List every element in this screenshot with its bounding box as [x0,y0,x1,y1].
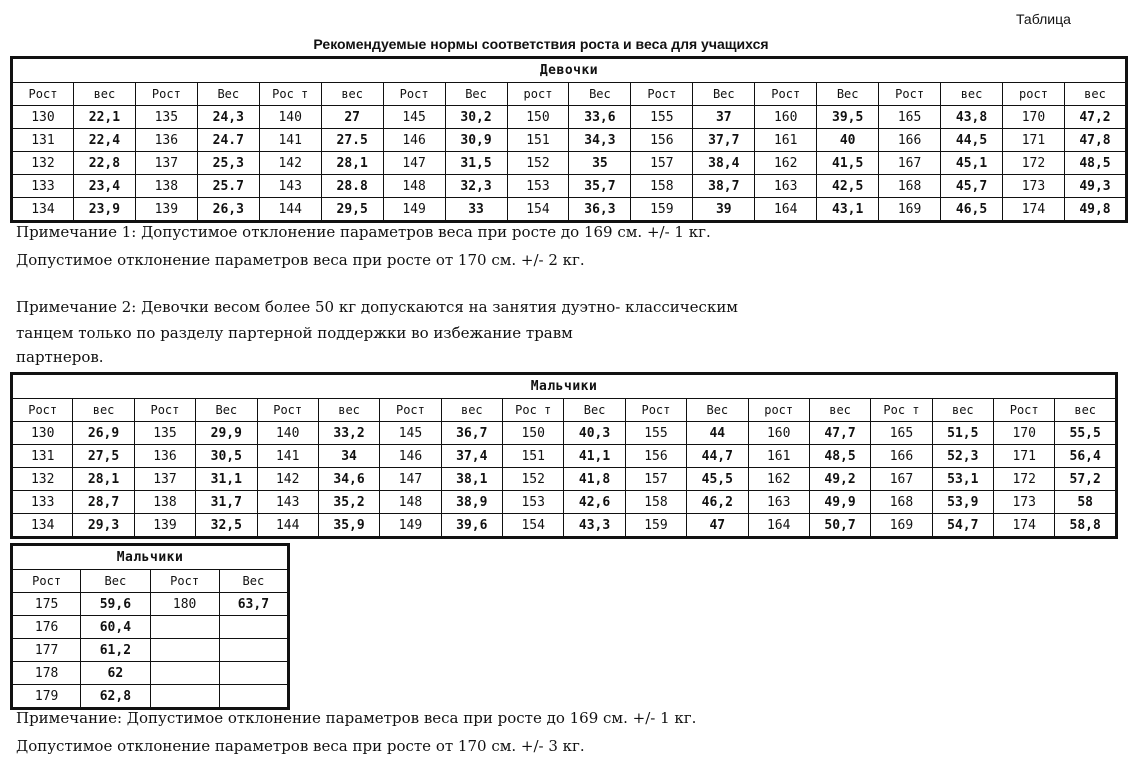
height-cell: 171 [994,445,1055,468]
weight-cell: 34,6 [318,468,379,491]
height-cell [150,616,219,639]
weight-cell: 33,6 [569,106,631,129]
height-cell: 140 [257,422,318,445]
height-cell: 138 [135,175,197,198]
height-cell: 144 [259,198,321,222]
weight-cell: 47,8 [1064,129,1126,152]
height-cell: 162 [755,152,817,175]
column-header: Вес [687,399,748,422]
weight-cell: 24,3 [197,106,259,129]
column-header: Вес [693,83,755,106]
height-cell: 158 [631,175,693,198]
table-caption: Мальчики [12,374,1117,399]
height-cell: 172 [1003,152,1065,175]
column-header: рост [748,399,809,422]
column-header: Вес [196,399,257,422]
column-header: Вес [569,83,631,106]
height-cell: 170 [1003,106,1065,129]
column-header: Рост [879,83,941,106]
height-cell: 145 [383,106,445,129]
height-cell: 173 [994,491,1055,514]
weight-cell: 48,5 [1064,152,1126,175]
height-cell: 159 [631,198,693,222]
height-cell [150,639,219,662]
table-row [12,468,1117,491]
weight-cell: 28.8 [321,175,383,198]
height-cell: 148 [383,175,445,198]
height-cell: 166 [871,445,932,468]
height-cell: 165 [879,106,941,129]
weight-cell: 34,3 [569,129,631,152]
weight-cell: 43,3 [564,514,625,538]
height-cell: 164 [748,514,809,538]
weight-cell: 24.7 [197,129,259,152]
height-cell: 167 [879,152,941,175]
height-cell: 132 [12,152,74,175]
weight-cell: 43,8 [941,106,1003,129]
height-cell: 152 [503,468,564,491]
height-cell: 174 [1003,198,1065,222]
weight-cell: 30,9 [445,129,507,152]
column-header: Вес [817,83,879,106]
weight-cell: 23,4 [73,175,135,198]
boys-note-1b: Допустимое отклонение параметров веса при росте от 170 см. +/- 3 кг. [16,737,585,755]
table-row [12,106,1127,129]
weight-cell: 25.7 [197,175,259,198]
height-cell: 168 [879,175,941,198]
weight-cell: 53,1 [932,468,993,491]
weight-cell: 36,7 [441,422,502,445]
column-header: Рост [135,83,197,106]
weight-cell: 41,1 [564,445,625,468]
height-cell: 171 [1003,129,1065,152]
boys-table [10,372,1118,539]
height-cell: 177 [12,639,81,662]
column-header: рост [1003,83,1065,106]
weight-cell: 22,8 [73,152,135,175]
height-cell: 165 [871,422,932,445]
height-cell: 141 [257,445,318,468]
weight-cell: 27.5 [321,129,383,152]
weight-cell: 37,7 [693,129,755,152]
height-cell: 138 [134,491,195,514]
column-header: Вес [219,570,288,593]
height-cell: 142 [257,468,318,491]
weight-cell: 52,3 [932,445,993,468]
height-cell: 131 [12,129,74,152]
height-cell: 175 [12,593,81,616]
column-header: Рост [257,399,318,422]
column-header: вес [809,399,870,422]
height-cell: 137 [134,468,195,491]
height-cell: 157 [631,152,693,175]
column-header: Вес [564,399,625,422]
table-row [12,616,289,639]
weight-cell: 62,8 [81,685,150,709]
table-row [12,422,1117,445]
column-header: Рост [12,399,73,422]
height-cell: 168 [871,491,932,514]
weight-cell: 49,9 [809,491,870,514]
weight-cell: 47 [687,514,748,538]
column-header: Рост [383,83,445,106]
header-row [12,570,289,593]
height-cell: 143 [257,491,318,514]
weight-cell: 42,5 [817,175,879,198]
height-cell: 151 [503,445,564,468]
height-cell: 146 [383,129,445,152]
weight-cell: 55,5 [1055,422,1117,445]
height-cell: 162 [748,468,809,491]
weight-cell: 47,7 [809,422,870,445]
weight-cell: 40 [817,129,879,152]
column-header: Рост [631,83,693,106]
weight-cell: 60,4 [81,616,150,639]
column-header: Рос т [503,399,564,422]
height-cell: 144 [257,514,318,538]
weight-cell: 35,7 [569,175,631,198]
weight-cell: 34 [318,445,379,468]
weight-cell: 39,6 [441,514,502,538]
column-header: вес [1055,399,1117,422]
height-cell: 150 [507,106,569,129]
weight-cell: 38,1 [441,468,502,491]
weight-cell: 35,9 [318,514,379,538]
height-cell: 161 [748,445,809,468]
weight-cell: 28,7 [73,491,134,514]
weight-cell: 23,9 [73,198,135,222]
height-cell: 139 [135,198,197,222]
weight-cell: 37 [693,106,755,129]
height-cell: 154 [507,198,569,222]
girls-note-1: Примечание 1: Допустимое отклонение параметров веса при росте до 169 см. +/- 1 кг. [16,223,711,241]
weight-cell: 32,3 [445,175,507,198]
weight-cell: 59,6 [81,593,150,616]
column-header: Рост [755,83,817,106]
header-row [12,399,1117,422]
height-cell: 163 [748,491,809,514]
weight-cell: 38,9 [441,491,502,514]
height-cell: 148 [380,491,441,514]
height-cell: 169 [879,198,941,222]
weight-cell: 41,5 [817,152,879,175]
weight-cell: 30,2 [445,106,507,129]
height-cell: 130 [12,422,73,445]
weight-cell: 53,9 [932,491,993,514]
height-cell: 149 [383,198,445,222]
header-row [12,83,1127,106]
weight-cell: 29,9 [196,422,257,445]
weight-cell: 22,1 [73,106,135,129]
table-row [12,593,289,616]
height-cell: 141 [259,129,321,152]
height-cell: 131 [12,445,73,468]
weight-cell: 32,5 [196,514,257,538]
column-header: Вес [197,83,259,106]
weight-cell: 56,4 [1055,445,1117,468]
column-header: вес [73,399,134,422]
weight-cell: 38,4 [693,152,755,175]
height-cell: 156 [631,129,693,152]
height-cell: 133 [12,175,74,198]
weight-cell: 46,5 [941,198,1003,222]
column-header: Рост [625,399,686,422]
height-cell: 149 [380,514,441,538]
weight-cell: 35 [569,152,631,175]
weight-cell: 44,5 [941,129,1003,152]
table-row [12,152,1127,175]
weight-cell: 46,2 [687,491,748,514]
height-cell: 133 [12,491,73,514]
table-row [12,445,1117,468]
girls-note-1b: Допустимое отклонение параметров веса при росте от 170 см. +/- 2 кг. [16,251,585,269]
column-header: вес [321,83,383,106]
column-header: вес [1064,83,1126,106]
weight-cell: 29,5 [321,198,383,222]
height-cell: 157 [625,468,686,491]
height-cell: 164 [755,198,817,222]
caption-row [12,545,289,570]
column-header: Рост [12,83,74,106]
caption-row [12,374,1117,399]
table-row [12,685,289,709]
weight-cell: 58,8 [1055,514,1117,538]
weight-cell: 51,5 [932,422,993,445]
girls-note-2c: партнеров. [16,348,104,366]
column-header: вес [941,83,1003,106]
weight-cell: 39,5 [817,106,879,129]
caption-row [12,58,1127,83]
weight-cell: 45,1 [941,152,1003,175]
height-cell [150,685,219,709]
height-cell: 139 [134,514,195,538]
weight-cell: 61,2 [81,639,150,662]
height-cell: 161 [755,129,817,152]
column-header: Рост [994,399,1055,422]
weight-cell: 45,5 [687,468,748,491]
column-header: вес [441,399,502,422]
height-cell: 135 [134,422,195,445]
weight-cell: 31,1 [196,468,257,491]
girls-note-2b: танцем только по разделу партерной поддержки во избежание травм [16,324,573,342]
height-cell: 169 [871,514,932,538]
column-header: вес [318,399,379,422]
height-cell: 155 [631,106,693,129]
weight-cell: 25,3 [197,152,259,175]
weight-cell: 54,7 [932,514,993,538]
height-cell: 136 [134,445,195,468]
weight-cell: 63,7 [219,593,288,616]
table-caption: Девочки [12,58,1127,83]
height-cell: 160 [748,422,809,445]
height-cell: 140 [259,106,321,129]
column-header: Рос т [871,399,932,422]
weight-cell: 48,5 [809,445,870,468]
table-caption: Мальчики [12,545,289,570]
weight-cell: 41,8 [564,468,625,491]
weight-cell: 62 [81,662,150,685]
weight-cell: 31,5 [445,152,507,175]
height-cell: 166 [879,129,941,152]
height-cell: 134 [12,514,73,538]
column-header: вес [932,399,993,422]
weight-cell: 36,3 [569,198,631,222]
height-cell: 160 [755,106,817,129]
height-cell: 173 [1003,175,1065,198]
height-cell: 136 [135,129,197,152]
column-header: Вес [81,570,150,593]
column-header: Рост [12,570,81,593]
weight-cell [219,639,288,662]
height-cell: 134 [12,198,74,222]
table-row [12,491,1117,514]
weight-cell: 33 [445,198,507,222]
weight-cell [219,616,288,639]
height-cell: 172 [994,468,1055,491]
height-cell: 167 [871,468,932,491]
weight-cell: 57,2 [1055,468,1117,491]
weight-cell: 37,4 [441,445,502,468]
table-row [12,198,1127,222]
height-cell: 180 [150,593,219,616]
column-header: Вес [445,83,507,106]
height-cell: 179 [12,685,81,709]
height-cell: 143 [259,175,321,198]
height-cell: 170 [994,422,1055,445]
column-header: Рост [380,399,441,422]
height-cell: 154 [503,514,564,538]
weight-cell: 28,1 [73,468,134,491]
weight-cell: 58 [1055,491,1117,514]
weight-cell: 45,7 [941,175,1003,198]
column-header: Рост [134,399,195,422]
weight-cell: 47,2 [1064,106,1126,129]
height-cell: 152 [507,152,569,175]
weight-cell: 38,7 [693,175,755,198]
weight-cell: 27,5 [73,445,134,468]
height-cell: 135 [135,106,197,129]
height-cell: 153 [503,491,564,514]
weight-cell: 26,9 [73,422,134,445]
weight-cell: 31,7 [196,491,257,514]
column-header: Рос т [259,83,321,106]
weight-cell: 49,8 [1064,198,1126,222]
weight-cell: 44 [687,422,748,445]
weight-cell: 42,6 [564,491,625,514]
weight-cell: 29,3 [73,514,134,538]
height-cell: 156 [625,445,686,468]
boys-note-1: Примечание: Допустимое отклонение параметров веса при росте до 169 см. +/- 1 кг. [16,709,697,727]
height-cell: 147 [383,152,445,175]
weight-cell: 33,2 [318,422,379,445]
table-row [12,175,1127,198]
height-cell [150,662,219,685]
weight-cell: 28,1 [321,152,383,175]
girls-table [10,56,1128,223]
height-cell: 147 [380,468,441,491]
height-cell: 155 [625,422,686,445]
table-row [12,129,1127,152]
table-row [12,514,1117,538]
weight-cell: 49,3 [1064,175,1126,198]
weight-cell [219,685,288,709]
weight-cell: 39 [693,198,755,222]
height-cell: 130 [12,106,74,129]
height-cell: 150 [503,422,564,445]
weight-cell: 27 [321,106,383,129]
height-cell: 176 [12,616,81,639]
table-row [12,639,289,662]
height-cell: 137 [135,152,197,175]
height-cell: 159 [625,514,686,538]
table-row [12,662,289,685]
weight-cell [219,662,288,685]
height-cell: 146 [380,445,441,468]
height-cell: 132 [12,468,73,491]
weight-cell: 35,2 [318,491,379,514]
weight-cell: 30,5 [196,445,257,468]
girls-note-2: Примечание 2: Девочки весом более 50 кг допускаются на занятия дуэтно- классическим [16,298,738,316]
weight-cell: 49,2 [809,468,870,491]
weight-cell: 40,3 [564,422,625,445]
weight-cell: 22,4 [73,129,135,152]
height-cell: 151 [507,129,569,152]
weight-cell: 44,7 [687,445,748,468]
column-header: Рост [150,570,219,593]
height-cell: 174 [994,514,1055,538]
height-cell: 163 [755,175,817,198]
weight-cell: 50,7 [809,514,870,538]
page-title: Рекомендуемые нормы соответствия роста и веса для учащихся [313,36,769,52]
weight-cell: 26,3 [197,198,259,222]
height-cell: 178 [12,662,81,685]
height-cell: 145 [380,422,441,445]
boys-extra-table [10,543,290,710]
height-cell: 153 [507,175,569,198]
table-label: Таблица [1016,11,1071,27]
height-cell: 142 [259,152,321,175]
weight-cell: 43,1 [817,198,879,222]
column-header: вес [73,83,135,106]
column-header: рост [507,83,569,106]
height-cell: 158 [625,491,686,514]
